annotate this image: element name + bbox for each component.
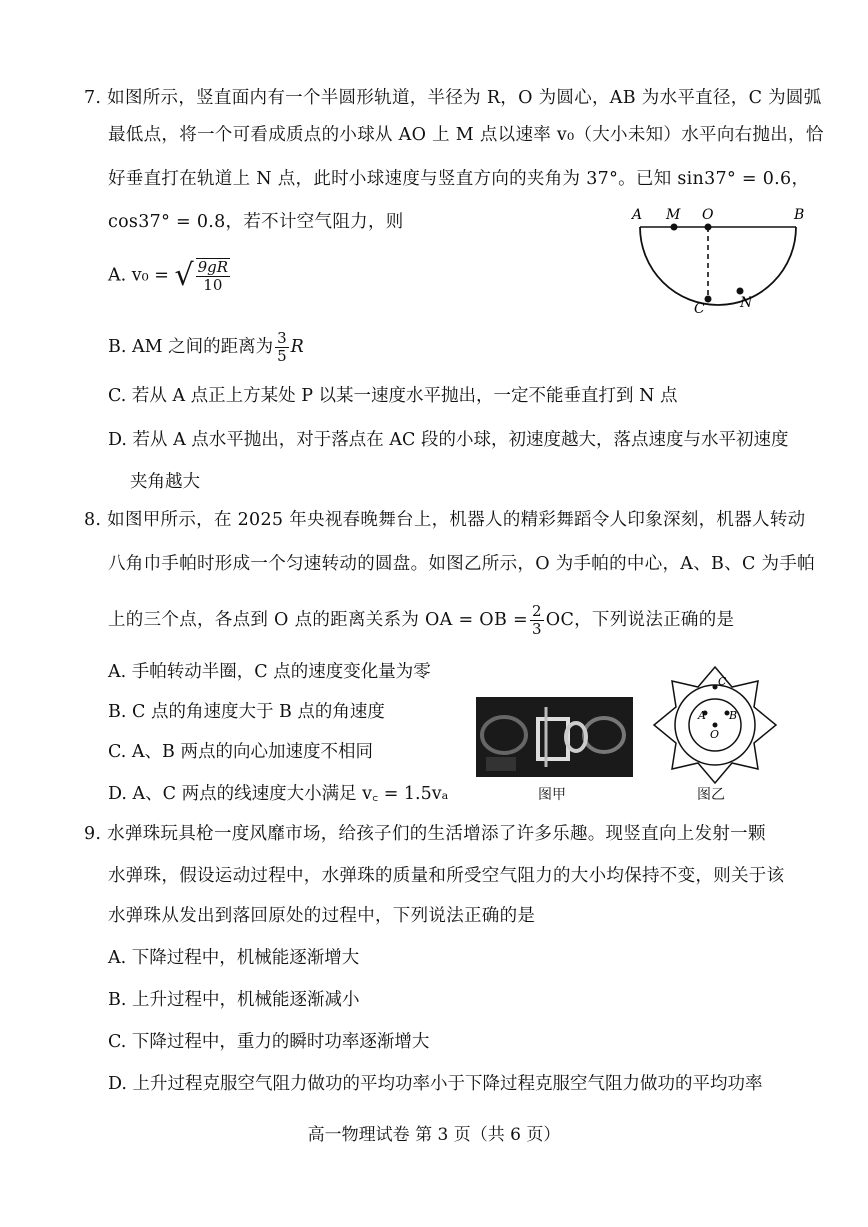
point-m [671, 224, 678, 231]
q8-ratio-denominator: 3 [531, 620, 542, 638]
q7-option-a-denominator: 10 [203, 276, 223, 294]
q7-stem-line-2: 最低点，将一个可看成质点的小球从 AO 上 M 点以速率 v₀（大小未知）水平向右抛出，恰 [108, 125, 824, 145]
q7-option-b-numerator: 3 [277, 329, 287, 347]
q8-option-a: A. 手帕转动半圈，C 点的速度变化量为零 [108, 662, 431, 682]
point-o [705, 224, 712, 231]
q7-stem-line-3: 好垂直打在轨道上 N 点，此时小球速度与竖直方向的夹角为 37°。已知 sin37° = 0.6， [108, 169, 810, 189]
q8-option-b: B. C 点的角速度大于 B 点的角速度 [108, 702, 385, 722]
q7-option-a-numerator: 9gR [197, 258, 229, 276]
q9-option-a: A. 下降过程中，机械能逐渐增大 [108, 948, 360, 968]
label-o: O [702, 207, 714, 223]
page-footer: 高一物理试卷 第 3 页（共 6 页） [307, 1125, 561, 1145]
q8-stem-line-3-post: OC，下列说法正确的是 [545, 610, 735, 630]
label-n: N [740, 295, 753, 311]
q9-option-d: D. 上升过程克服空气阻力做功的平均功率小于下降过程克服空气阻力做功的平均功率 [108, 1074, 763, 1094]
semicircle-arc [640, 227, 796, 305]
point-c [713, 685, 718, 690]
q7-stem-line-1: 7. 如图所示，竖直面内有一个半圆形轨道，半径为 R，O 为圆心，AB 为水平直径，C 为圆弧 [84, 88, 822, 108]
q8-ratio-numerator: 2 [531, 602, 542, 620]
point-c [705, 296, 712, 303]
q8-photo-robot-handkerchief [476, 697, 633, 777]
q8-stem-line-3 [108, 603, 734, 638]
q7-semicircle-figure [628, 205, 808, 315]
label-a: A [632, 207, 643, 223]
q7-option-a [108, 258, 232, 294]
q8-caption-jia: 图甲 [538, 787, 566, 803]
label-c: C [718, 675, 727, 688]
label-o: O [710, 728, 720, 741]
q9-stem-line-3: 水弹珠从发出到落回原处的过程中，下列说法正确的是 [108, 906, 536, 926]
q7-option-a-fraction [196, 258, 230, 294]
q9-stem-line-1: 9. 水弹珠玩具枪一度风靡市场，给孩子们的生活增添了许多乐趣。现竖直向上发射一颗 [84, 824, 766, 844]
q8-option-c: C. A、B 两点的向心加速度不相同 [108, 742, 373, 762]
q8-stem-line-3-pre: 上的三个点，各点到 O 点的距离关系为 OA = OB = [108, 610, 528, 630]
label-a: A [698, 709, 706, 722]
q8-ratio-fraction [530, 603, 544, 638]
label-m: M [666, 207, 681, 223]
q7-option-c: C. 若从 A 点正上方某处 P 以某一速度水平抛出，一定不能垂直打到 N 点 [108, 386, 678, 406]
q8-stem-line-2: 八角巾手帕时形成一个匀速转动的圆盘。如图乙所示，O 为手帕的中心，A、B、C 为手帕 [108, 554, 815, 574]
point-n [737, 288, 744, 295]
q7-option-b [108, 330, 304, 365]
q7-option-b-denominator: 5 [277, 347, 287, 365]
sqrt-sign: √ [174, 258, 194, 293]
label-c: C [694, 301, 705, 315]
photo-silhouette [476, 697, 633, 777]
q7-option-d-line-2: 夹角越大 [130, 472, 200, 492]
q7-option-b-fraction [275, 330, 289, 365]
q9-stem-line-2: 水弹珠，假设运动过程中，水弹珠的质量和所受空气阻力的大小均保持不变，则关于该 [108, 866, 785, 886]
q7-option-b-suffix: R [290, 337, 304, 357]
q7-option-d-line-1: D. 若从 A 点水平抛出，对于落点在 AC 段的小球，初速度越大，落点速度与水平初速度 [108, 430, 789, 450]
q8-stem-line-1: 8. 如图甲所示，在 2025 年央视春晚舞台上，机器人的精彩舞蹈令人印象深刻，机器人转动 [84, 510, 806, 530]
label-b: B [794, 207, 805, 223]
q8-option-d: D. A、C 两点的线速度大小满足 v꜀ = 1.5vₐ [108, 784, 449, 804]
q8-caption-yi: 图乙 [697, 787, 725, 803]
q8-handkerchief-diagram [650, 665, 780, 785]
label-b: B [729, 709, 738, 722]
q7-stem-line-4: cos37° = 0.8，若不计空气阻力，则 [108, 212, 404, 232]
q9-option-c: C. 下降过程中，重力的瞬时功率逐渐增大 [108, 1032, 430, 1052]
point-o [713, 723, 718, 728]
q7-option-a-prefix: A. v₀ = [108, 265, 169, 286]
q9-option-b: B. 上升过程中，机械能逐渐减小 [108, 990, 360, 1010]
q7-option-b-prefix: B. AM 之间的距离为 [108, 337, 274, 357]
